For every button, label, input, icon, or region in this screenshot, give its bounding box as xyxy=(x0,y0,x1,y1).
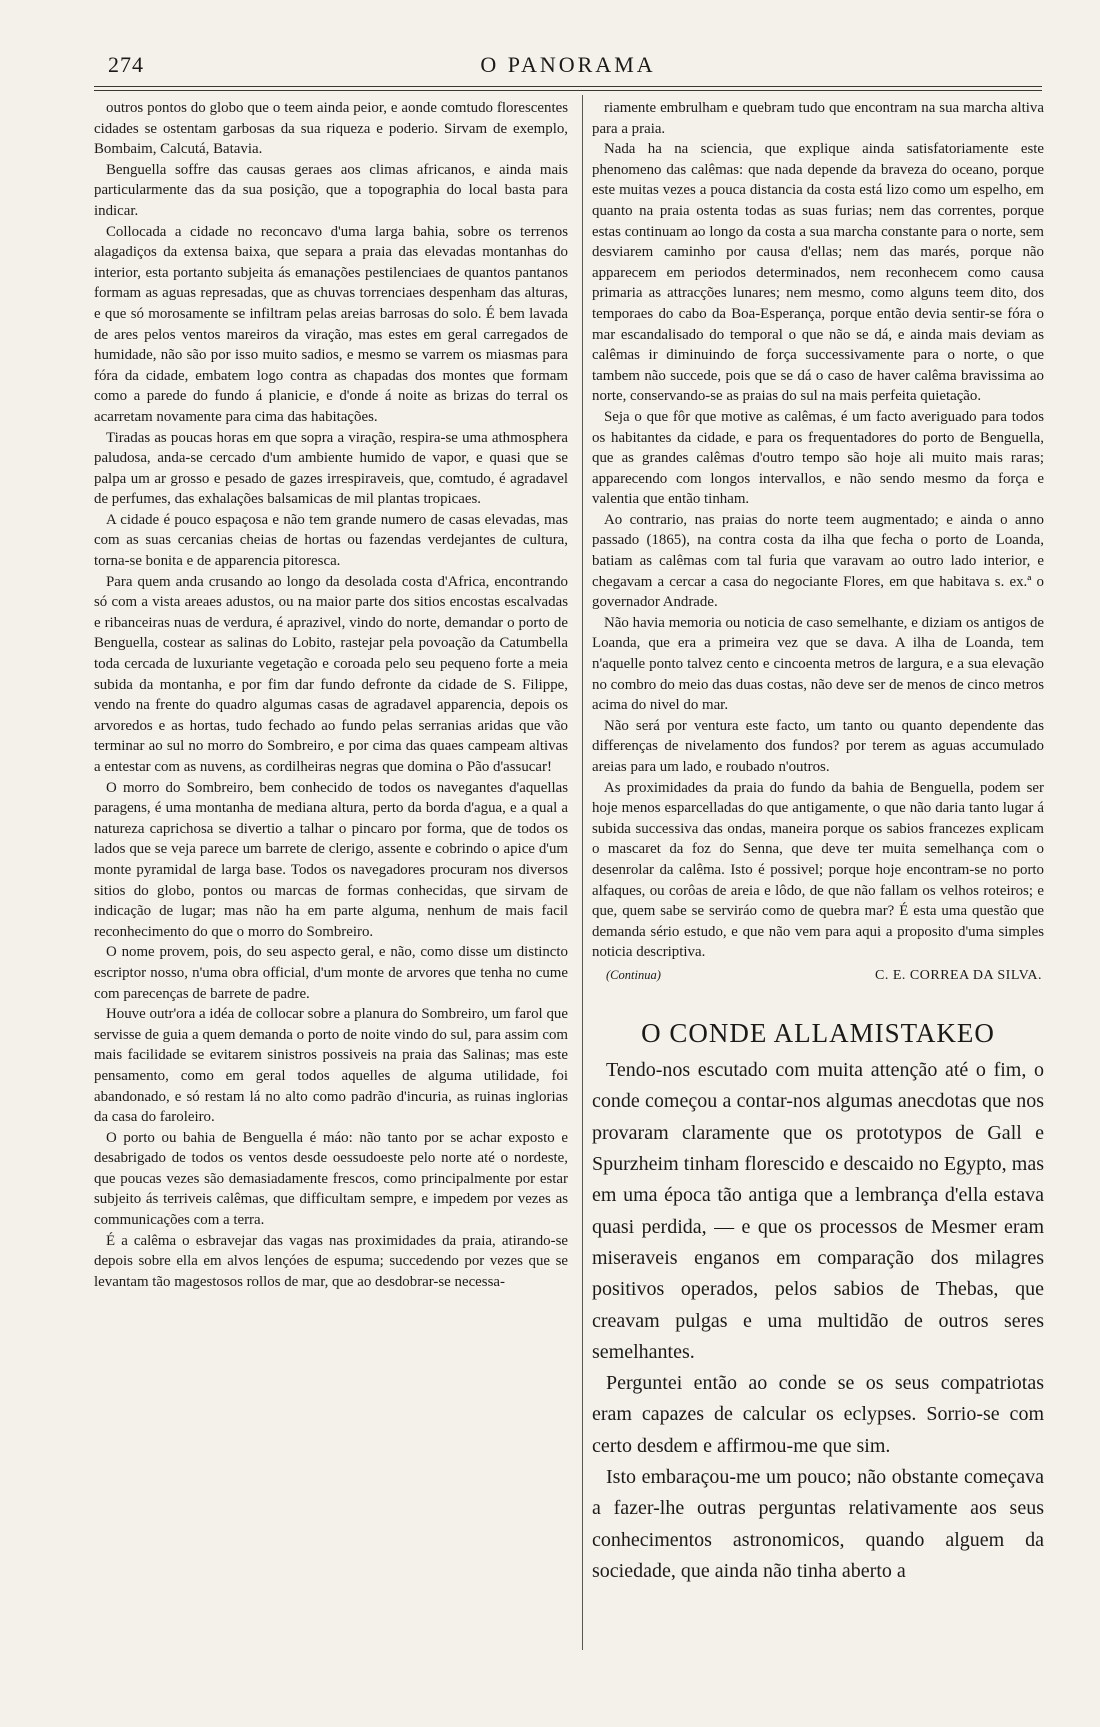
paragraph: O porto ou bahia de Benguella é máo: não tanto por se achar exposto e desabrigado de todos os ventos desde oessudoeste pelo norte até o nordeste, que poucas vezes são demasiadamente frescos, como principalmente por estar subjeito ás terriveis calêmas, que difficultam sempre, e impedem por vezes as communicações com a terra. xyxy=(94,1129,568,1229)
paragraph: riamente embrulham e quebram tudo que encontram na sua marcha altiva para a praia. xyxy=(592,100,1044,137)
column-divider xyxy=(582,95,583,1650)
paragraph: Tendo-nos escutado com muita attenção até o fim, o conde começou a contar-nos algumas anecdotas que nos provaram claramente que os prototypos de Gall e Spurzheim tinham florescido e descaido no Egypto, mas em uma época tão antiga que a lembrança d'ella estava quasi perdida, — e que os processos de Mesmer eram miseraveis enganos em comparação dos milagres positivos operados, pelos sabios de Thebas, que creavam pulgas e uma multidão de outros seres semelhantes. xyxy=(592,1059,1044,1363)
paragraph: A cidade é pouco espaçosa e não tem grande numero de casas elevadas, mas com as suas cercanias cheias de hortas ou fazendas verdejantes de cultura, torna-se bonita e de apparencia pitoresca. xyxy=(94,511,568,570)
journal-title: O PANORAMA xyxy=(480,52,656,77)
paragraph: Isto embaraçou-me um pouco; não obstante começava a fazer-lhe outras perguntas relativamente aos seus conhecimentos astronomicos, quando alguem da sociedade, que ainda não tinha aberto a xyxy=(592,1465,1044,1582)
article-signature-row xyxy=(592,965,1044,987)
paragraph: Seja o que fôr que motive as calêmas, é um facto averiguado para todos os habitantes da cidade, e para os frequentadores do porto de Benguella, que as grandes calêmas d'outro tempo são hoje ali muito mais raras; apparecendo com longos intervallos, e não sendo mesmo da força e valentia que então tinham. xyxy=(592,408,1044,508)
paragraph: Collocada a cidade no reconcavo d'uma larga bahia, sobre os terrenos alagadiços da extensa baixa, que separa a praia das elevadas montanhas do interior, esta portanto subjeita ás emanações pestilenciaes de quantos pantanos formam as aguas represadas, que as chuvas torrenciaes despenham das alturas, e que só morosamente se infiltram pelas areias barrosas do solo. É bem lavada de ares pelos ventos mareiros da viração, mas estes em geral carregados de humidade, não são por isso muito sadios, e mesmo se varrem os miasmas para fóra da cidade, embatem logo contra as chapadas dos montes que formam como a parede do fundo á planicie, e d'onde á noite as brizas do terral os acarretam novamente para cima das habitações. xyxy=(94,223,568,425)
paragraph: Não será por ventura este facto, um tanto ou quanto dependente das differenças de nivelamento dos fundos? por terem as aguas accumulado areias para um lado, e roubado n'outros. xyxy=(592,717,1044,775)
page-header xyxy=(94,52,1042,82)
paragraph: Benguella soffre das causas geraes aos climas africanos, e ainda mais particularmente das da sua posição, que a topographia do local basta para indicar. xyxy=(94,161,568,219)
new-article-body xyxy=(592,1055,1044,1587)
paragraph: Houve outr'ora a idéa de collocar sobre a planura do Sombreiro, um farol que servisse de guia a quem demanda o porto de noite vindo do sul, para assim com mais facilidade se evitarem sinistros possiveis na praia das Salinas; mas este pensamento, como em geral todos aquelles de alguma utilidade, foi abandonado, e só restam lá no alto como padrão d'incuria, as ruinas inglorias da casa do faroleiro. xyxy=(94,1006,568,1126)
continua-note: (Continua) xyxy=(606,967,661,982)
article-title: O CONDE ALLAMISTAKEO xyxy=(641,1017,995,1048)
page-number: 274 xyxy=(108,52,144,77)
paragraph: Tiradas as poucas horas em que sopra a viração, respira-se uma athmosphera paludosa, anda-se cercado d'um ambiente humido de vapor, e quasi que se palpa um ar grosso e pesado de gazes irrespiraveis, que, comtudo, é agradavel de perfumes, das exhalações balsamicas de mil plantas tropicaes. xyxy=(94,429,568,508)
paragraph: O nome provem, pois, do seu aspecto geral, e não, como disse um distincto escriptor nosso, n'uma obra official, d'um monte de arvores que tenha no cume com parecenças de barrete de padre. xyxy=(94,944,568,1002)
paragraph: Não havia memoria ou noticia de caso semelhante, e diziam os antigos de Loanda, que era a primeira vez que se dava. A ilha de Loanda, tem n'aquelle ponto talvez cento e cincoenta metros de largura, e a sua elevação no combro do meio das duas costas, não deve ser de menos de cinco metros acima do nivel do mar. xyxy=(592,614,1044,714)
paragraph: Nada ha na sciencia, que explique ainda satisfatoriamente este phenomeno das calêmas: que nada depende da braveza do oceano, porque este muitas vezes a pouca distancia da costa está lizo como um espelho, em quanto na praia ostenta todas as suas furias; nem das correntes, porque estas continuam ao longo da costa a sua marcha constante para o norte, sem desviarem caminho por causa d'ellas; nem das marés, porque não apparecem em periodos determinados, nem reconhecem como causa primaria as attracções lunares; nem mesmo, como alguns teem dito, dos temporaes do cabo da Boa-Esperança, porque então devia sentir-se fóra o mar escandalisado do temporal o que não se dá, e ainda mais deviam as calêmas ir diminuindo de força successivamente para o norte, o que tambem não succede, pois que se dá o caso de haver calêma bravissima ao norte, conservando-se as praias do sul na mais perfeita quietação. xyxy=(592,141,1044,405)
paragraph: Para quem anda crusando ao longo da desolada costa d'Africa, encontrando só com a vista areaes adustos, ou na maior parte dos sitios encostas escalvadas e ribanceiras nuas de verdura, é aprazivel, vindo do norte, demandar o porto de Benguella, costear as salinas do Lobito, rastejar pela povoação da Catumbella toda cercada de luxuriante vegetação e coroada pelo seu pequeno forte a meia subida da montanha, e por fim dar fundo defronte da cidade de S. Filippe, vendo na frente do quadro algumas casas de agradavel apparencia, depois os arvoredos e as hortas, tudo fechado ao fundo pelas serranias aridas que vão terminar ao sul no morro do Sombreiro, e por cima das quaes campeam altivas a entestar com as nuvens, as cordilheiras negras que domina o Pão d'assucar! xyxy=(94,573,568,775)
author-signature: C. E. CORREA DA SILVA. xyxy=(875,967,1042,983)
header-rule xyxy=(94,86,1042,91)
paragraph: O morro do Sombreiro, bem conhecido de todos os navegantes d'aquellas paragens, é uma montanha de mediana altura, perto da borda d'agua, e a qual a natureza caprichosa se divertio a talhar o pincaro por forma, que de todos os lados que se veja parece um barrete de clerigo, assente e cobrindo o apice d'um monte pyramidal de larga base. Todos os navegadores procuram nos diversos sitios do globo, pontos ou marcas de formas conhecidas, que sirvam de indicação de lugar; mas não ha em parte alguma, nenhum de mais facil reconhecimento do que o morro do Sombreiro. xyxy=(94,779,568,940)
paragraph: As proximidades da praia do fundo da bahia de Benguella, podem ser hoje menos esparcelladas do que antigamente, o que não daria tanto lugar á subida successiva das ondas, maneira porque os sabios francezes explicam o mascaret da foz do Senna, que deve ter muita semelhança com o desenrolar da calêma. Isto é possivel; porque hoje encontram-se no porto alfaques, ou corôas de areia e lôdo, de que não fallam os velhos roteiros; e que, quem sabe se serviráo como de quebra mar? É esta uma questão que demanda sério estudo, e que não vem para aqui a proposito d'uma simples noticia descriptiva. xyxy=(592,779,1044,961)
paragraph: Ao contrario, nas praias do norte teem augmentado; e ainda o anno passado (1865), na contra costa da ilha que fecha o porto de Loanda, batiam as calêmas com tal furia que varavam ao outro lado interior, e chegavam a cercar a casa do negociante Flores, em que habitava s. ex.ª o governador Andrade. xyxy=(592,511,1044,611)
paragraph: Perguntei então ao conde se os seus compatriotas eram capazes de calcular os eclypses. Sorrio-se com certo desdem e affirmou-me que sim. xyxy=(592,1372,1044,1457)
right-column xyxy=(592,98,1044,1587)
left-column xyxy=(94,98,568,1292)
paragraph: outros pontos do globo que o teem ainda peior, e aonde comtudo florescentes cidades se ostentam garbosas da sua riqueza e poderio. Sirvam de exemplo, Bombaim, Calcutá, Batavia. xyxy=(94,100,568,158)
paragraph: É a calêma o esbravejar das vagas nas proximidades da praia, atirando-se depois sobre ella em alvos lençóes de espuma; succedendo por vezes que se levantam tão magestosos rollos de mar, que ao desdobrar-se necessa- xyxy=(94,1232,568,1290)
